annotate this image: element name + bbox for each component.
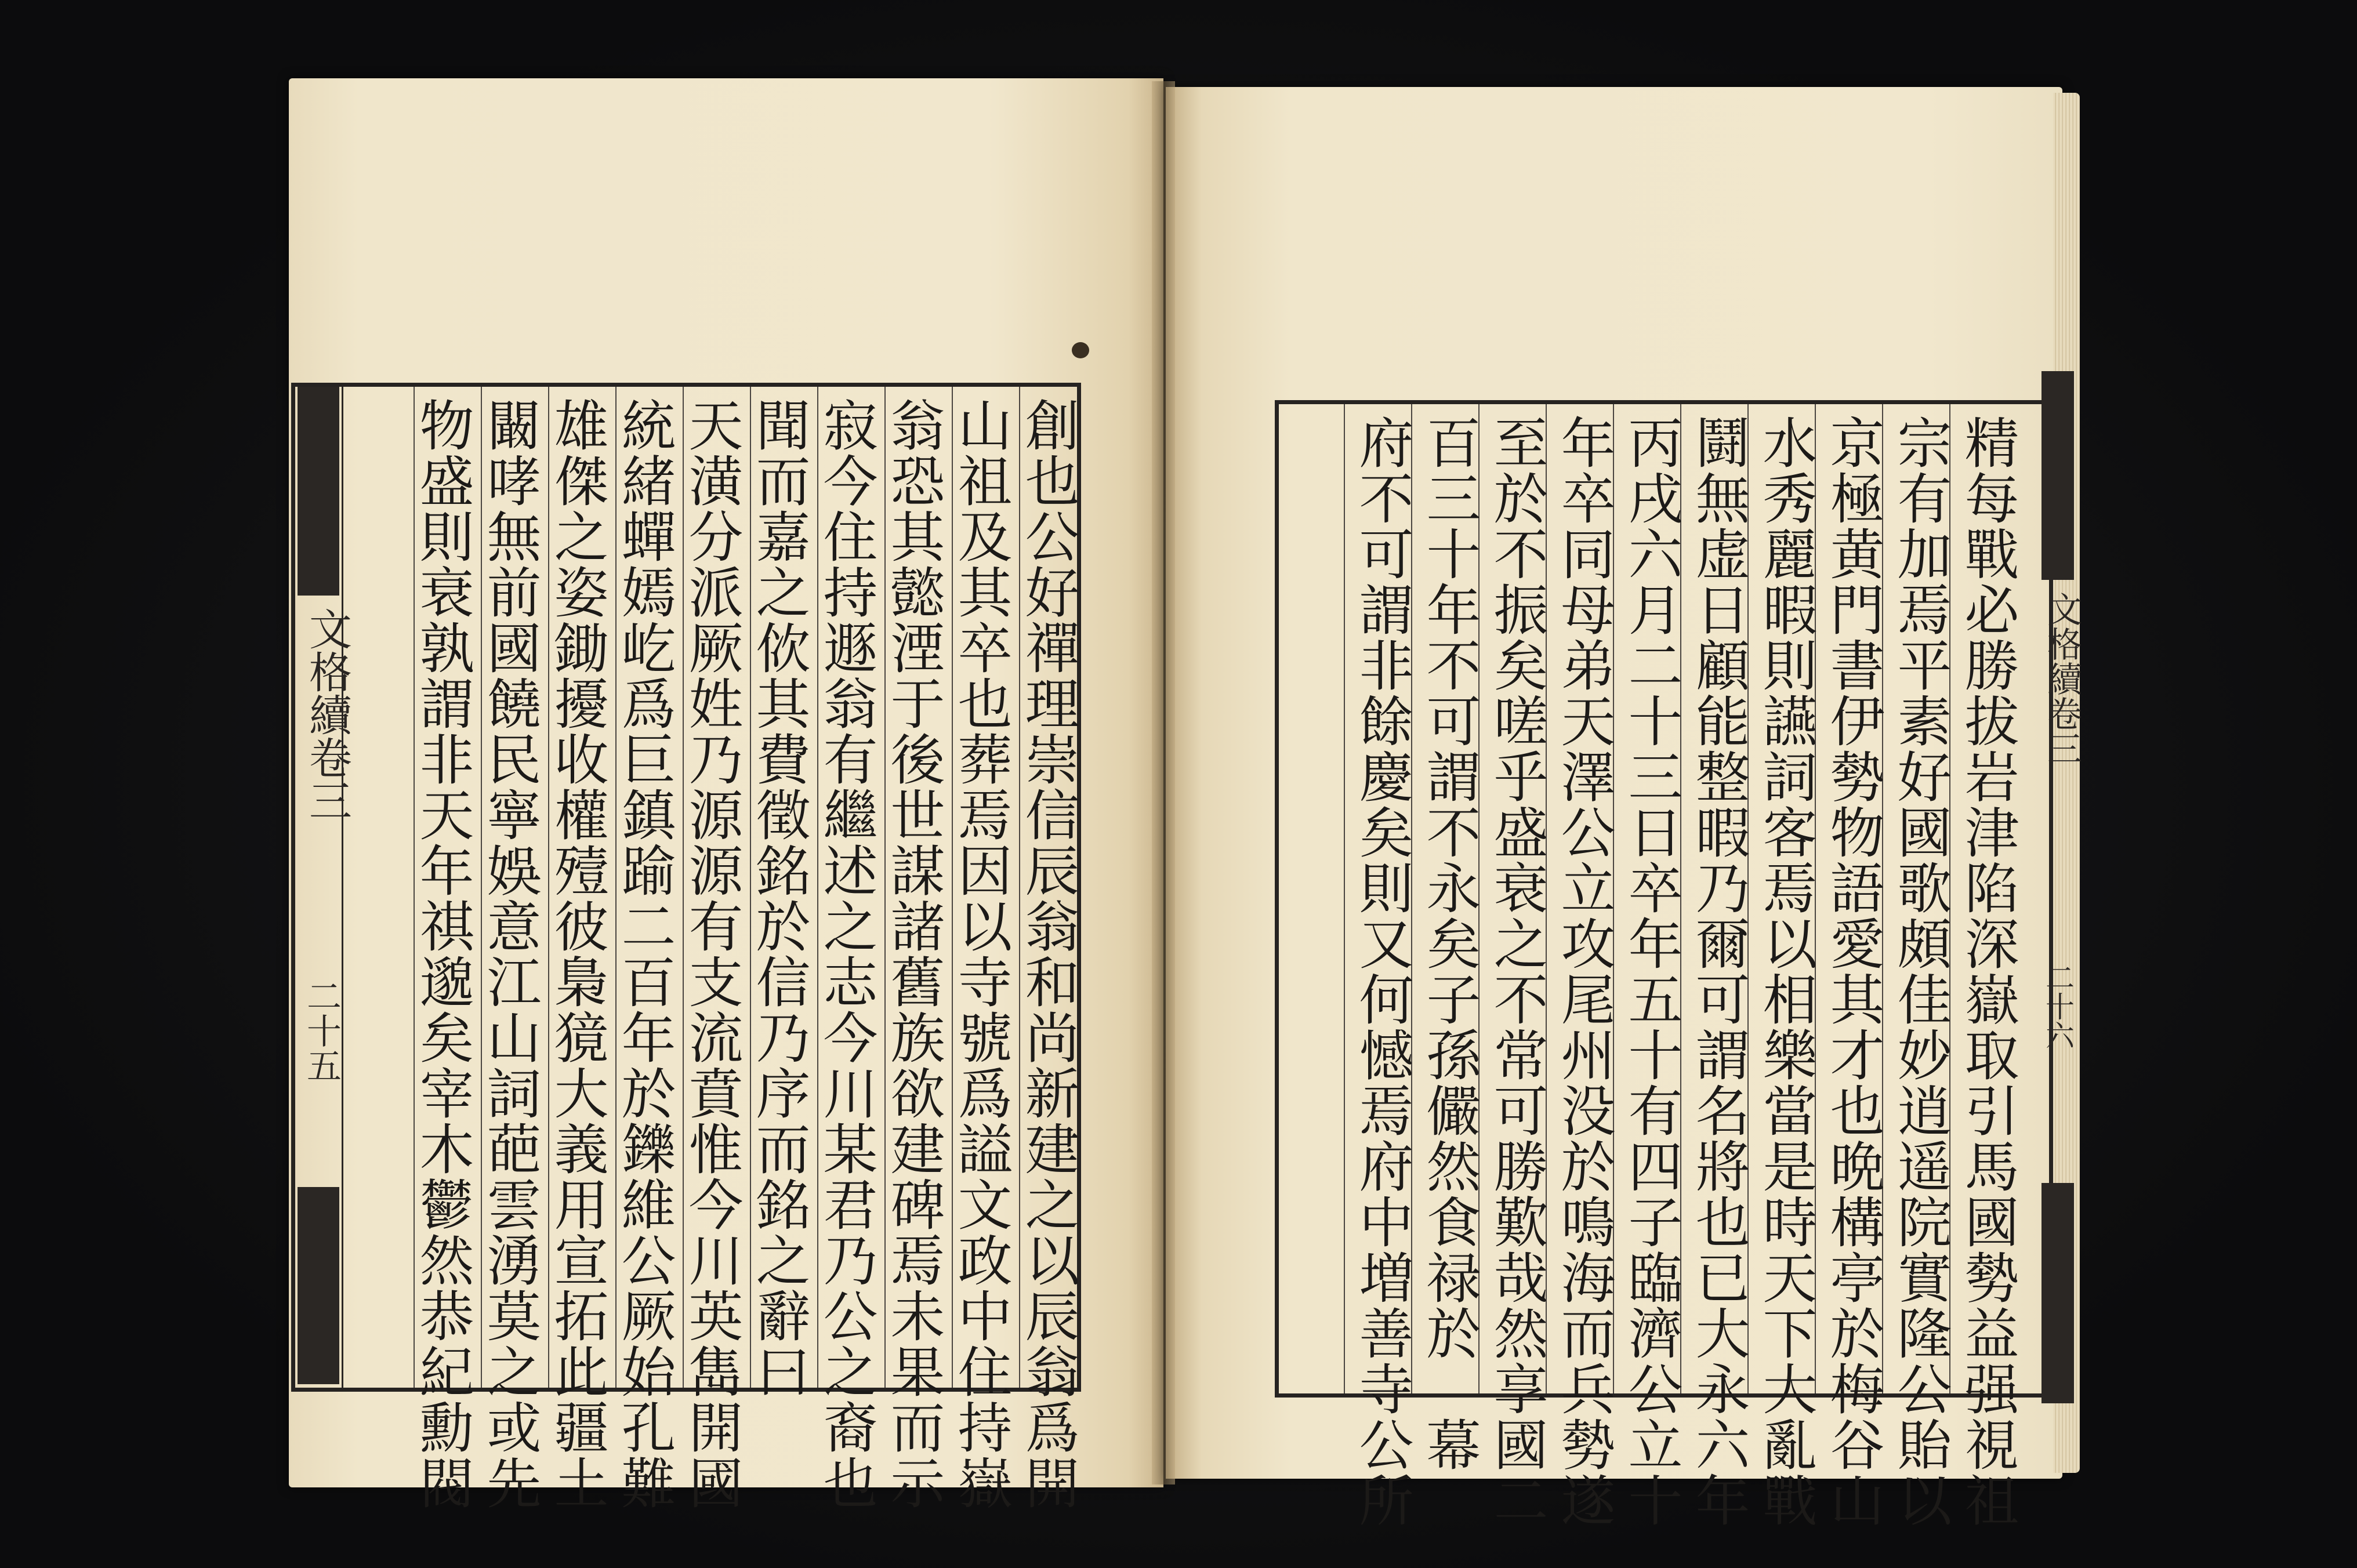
left-margin-title: 文格續卷三 — [302, 607, 352, 822]
left-text-column-2: 山祖及其卒也葬焉因以寺號爲謚文政中住持嶽 — [948, 397, 1011, 1511]
right-text-column-7: 年卒同母弟天澤公立攻尾州没於鳴海而兵勢遂 — [1551, 415, 1615, 1528]
right-margin-column — [2041, 371, 2082, 1403]
right-text-column-6: 丙戌六月二十三日卒年五十有四子臨濟公立十 — [1619, 415, 1682, 1528]
left-text-block — [291, 383, 1081, 1511]
left-margin-black-fishtail-top — [298, 387, 339, 596]
left-text-column-3: 翁恐其懿湮于後世謀諸舊族欲建碑焉未果而示 — [881, 397, 944, 1511]
right-text-block — [1275, 400, 2053, 1528]
right-margin-page-number: 二十六 — [2041, 963, 2075, 1050]
left-margin-column — [295, 387, 352, 1388]
right-margin-black-fishtail-top — [2041, 371, 2074, 580]
right-text-column-3: 京極黄門書伊勢物語愛其才也晩構亭於梅谷山 — [1821, 415, 1884, 1528]
book-gutter — [1152, 81, 1175, 1484]
right-text-column-5: 鬪無虚日顧能整暇乃爾可謂名將也已大永六年 — [1686, 415, 1749, 1528]
right-margin-black-fishtail-bottom — [2041, 1183, 2074, 1403]
right-margin-title: 文格續卷三 — [2041, 591, 2082, 765]
right-text-column-2: 宗有加焉平素好國歌頗佳妙逍遥院實隆公貽以 — [1888, 415, 1951, 1528]
right-text-column-10: 府不可謂非餘慶矣則又何憾焉府中増善寺公所 — [1350, 415, 1413, 1528]
right-text-column-4: 水秀麗暇則讌詞客焉以相樂當是時天下大亂戰 — [1753, 415, 1816, 1528]
left-text-column-10: 物盛則衰孰謂非天年祺邈矣宰木鬱然恭紀勳閥 — [410, 397, 473, 1511]
left-margin-page-number: 二十五 — [301, 978, 342, 1083]
left-text-column-4: 寂今住持遯翁有繼述之志今川某君乃公之裔也 — [814, 397, 877, 1511]
right-text-column-1: 精每戰必勝拔岩津陷深嶽取引馬國勢益强視祖 — [1955, 415, 2018, 1528]
left-text-column-1: 創也公好禪理崇信辰翁和尚新建之以辰翁爲開 — [1016, 397, 1079, 1511]
left-text-column-7: 統緒蟬嫣屹爲巨鎮踰二百年於鑠維公厥始孔難 — [612, 397, 675, 1511]
ink-spot — [1072, 342, 1089, 358]
left-text-column-6: 天潢分派厥姓乃源源有支流賁惟今川英雋開國 — [679, 397, 742, 1511]
left-text-column-9: 闞哮無前國饒民寧娛意江山詞葩雲湧莫之或先 — [477, 397, 541, 1511]
right-text-column-8: 至於不振矣嗟乎盛衰之不常可勝歎哉然享國二 — [1484, 415, 1547, 1528]
left-text-column-5: 聞而嘉之佽其費徵銘於信乃序而銘之辭曰 — [746, 397, 810, 1399]
left-margin-black-fishtail-bottom — [298, 1187, 339, 1384]
right-text-column-9: 百三十年不可謂不永矣子孫儼然食禄於 幕 — [1417, 415, 1480, 1472]
left-text-column-8: 雄傑之姿鋤擾收權殪彼梟獍大義用宣拓此疆土 — [545, 397, 608, 1511]
